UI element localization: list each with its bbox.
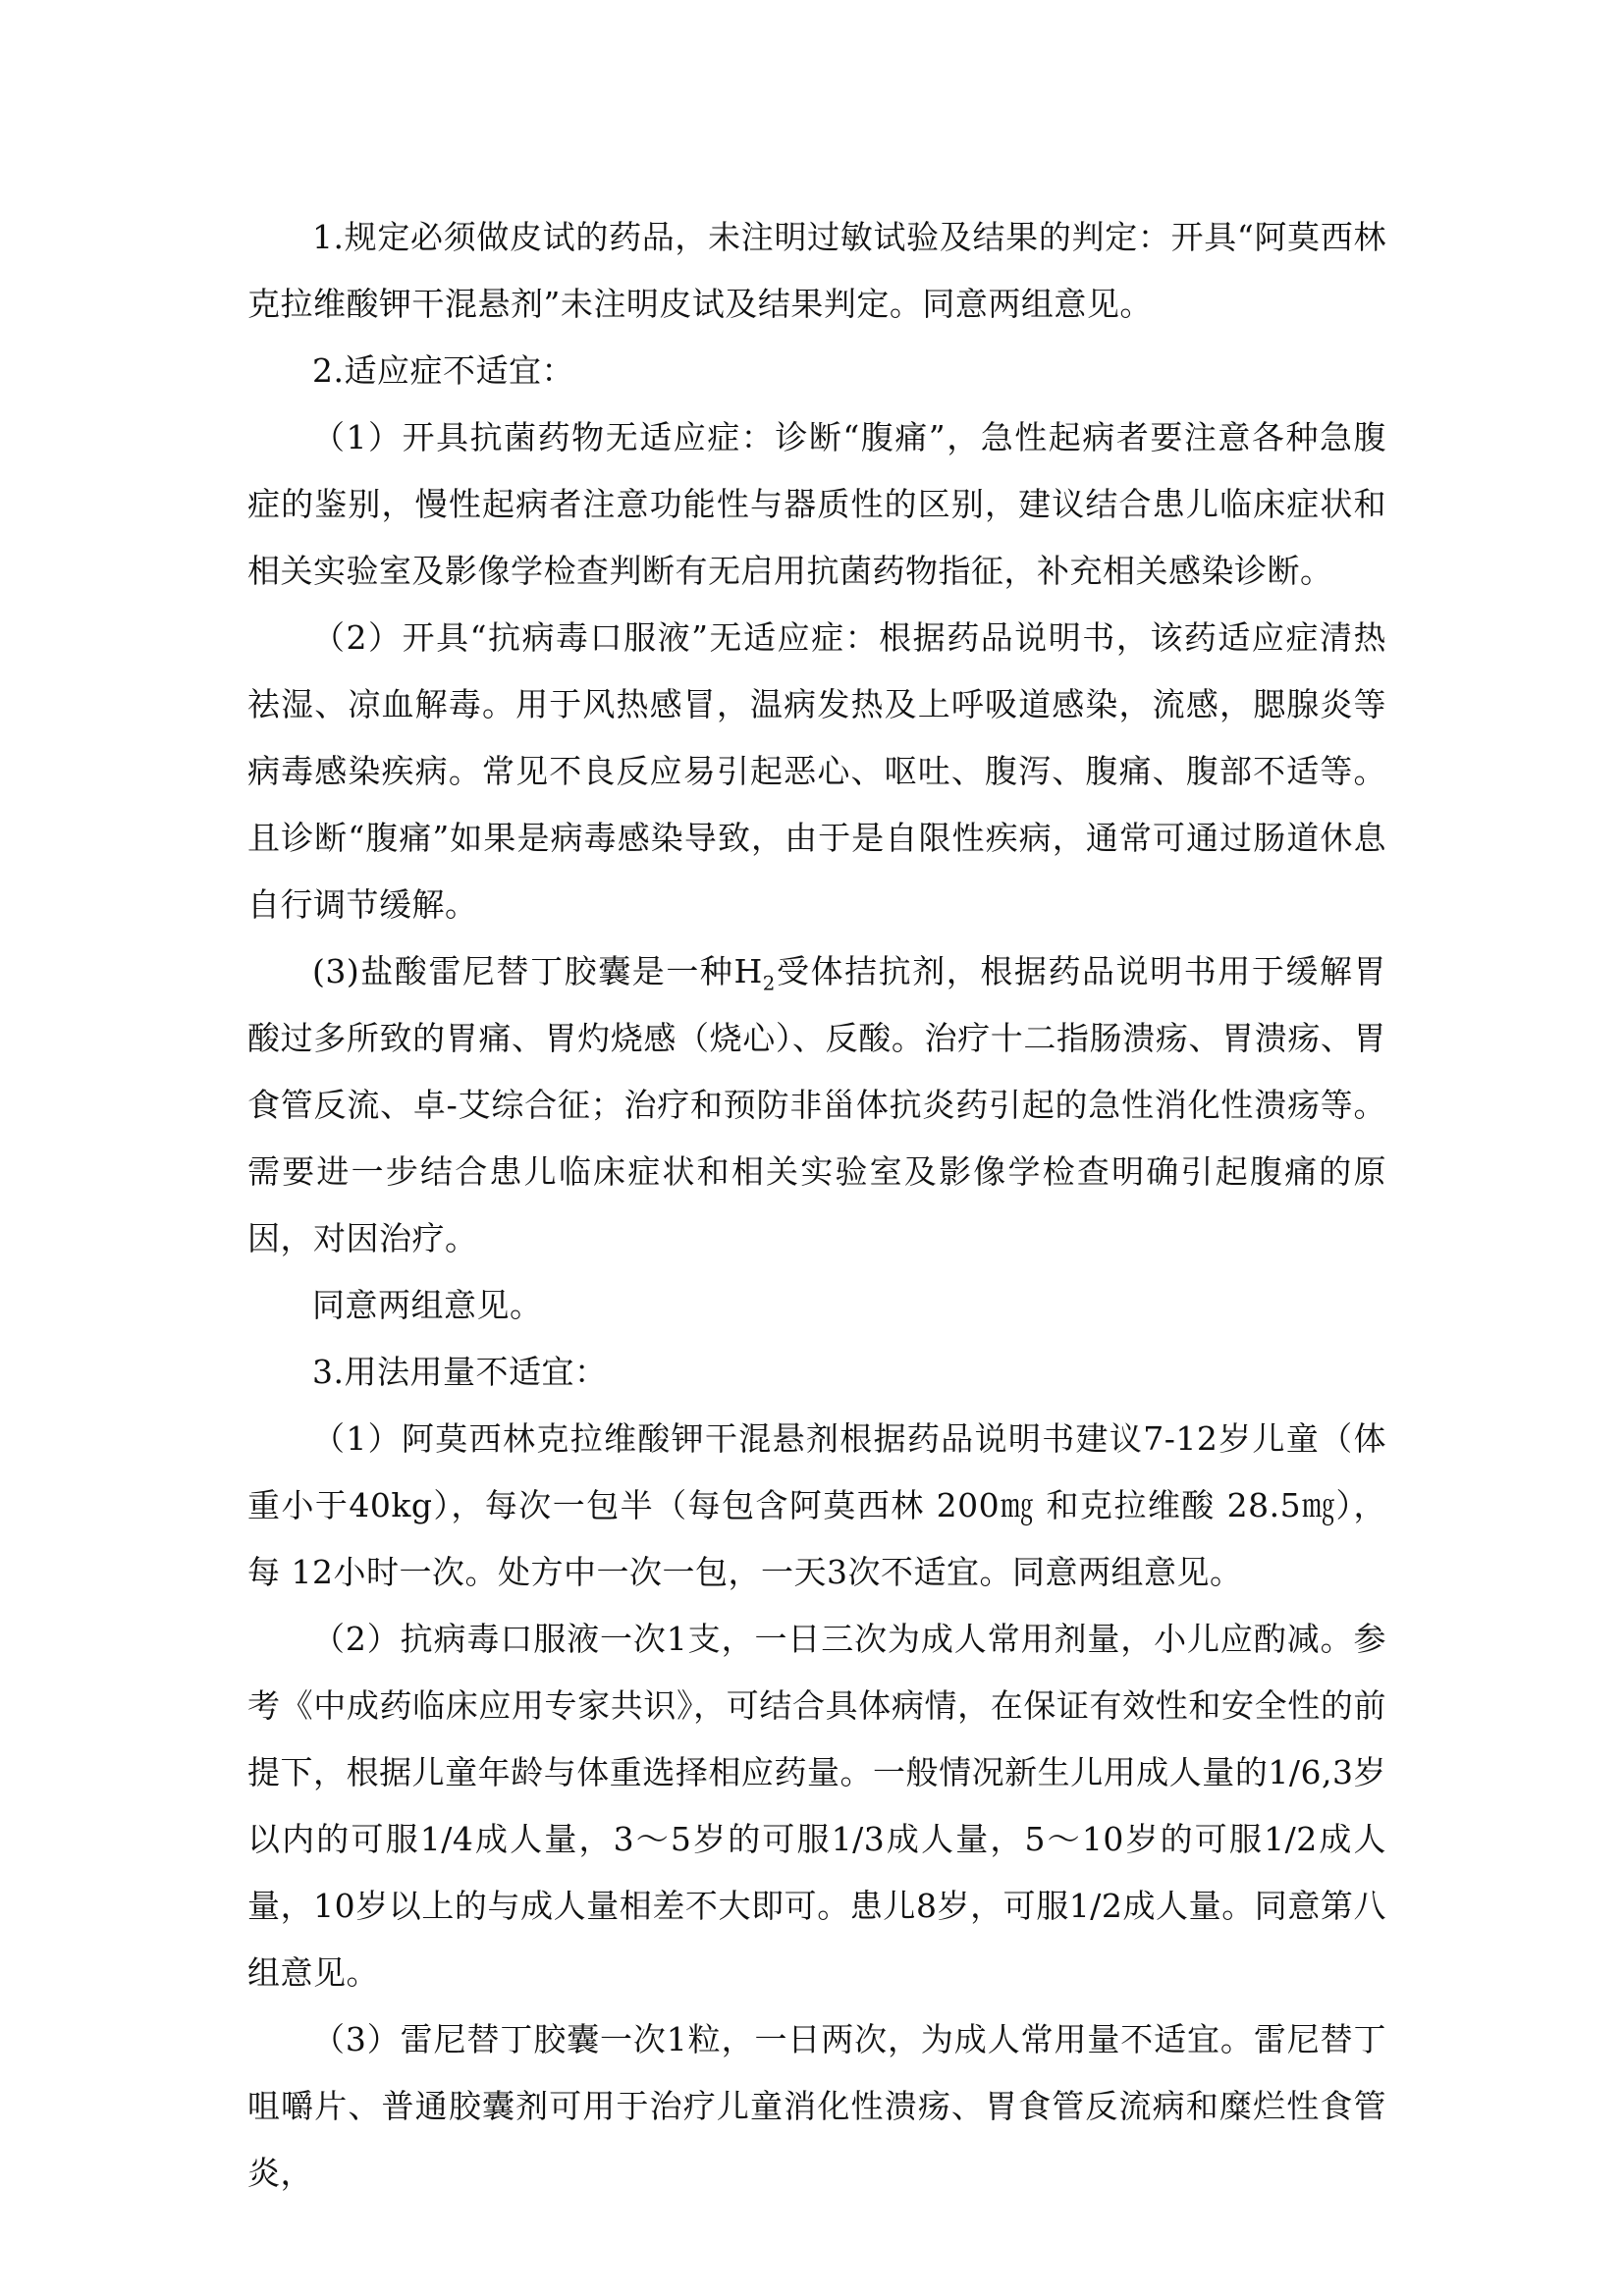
paragraph-skin-test: 1.规定必须做皮试的药品，未注明过敏试验及结果的判定：开具“阿莫西林克拉维酸钾干混悬剂”未注明皮试及结果判定。同意两组意见。	[247, 218, 1386, 323]
paragraph-indication-3	[247, 938, 1386, 1272]
ranitidine-intro-text: (3)盐酸雷尼替丁胶囊是一种H	[312, 952, 763, 990]
paragraph-agree: 同意两组意见。	[312, 1286, 543, 1324]
ranitidine-rest-text: 受体拮抗剂，根据药品说明书用于缓解胃酸过多所致的胃痛、胃灼烧感（烧心）、反酸。治疗十二指肠溃疡、胃溃疡、胃食管反流、卓-艾综合征；治疗和预防非甾体抗炎药引起的急性消化性溃疡等。需要进一步结合患儿临床症状和相关实验室及影像学检查明确引起腹痛的原因，对因治疗。	[247, 952, 1386, 1257]
heading-dosage: 3.用法用量不适宜：	[312, 1353, 608, 1391]
document-page	[247, 204, 1386, 2207]
heading-indication: 2.适应症不适宜：	[312, 351, 574, 390]
paragraph-indication-2: （2）开具“抗病毒口服液”无适应症：根据药品说明书，该药适应症清热祛湿、凉血解毒。用于风热感冒，温病发热及上呼吸道感染，流感，腮腺炎等病毒感染疾病。常见不良反应易引起恶心、呕吐、腹泻、腹痛、腹部不适等。且诊断“腹痛”如果是病毒感染导致，由于是自限性疾病，通常可通过肠道休息自行调节缓解。	[247, 618, 1386, 924]
paragraph-dosage-3: （3）雷尼替丁胶囊一次1粒，一日两次，为成人常用量不适宜。雷尼替丁咀嚼片、普通胶囊剂可用于治疗儿童消化性溃疡、胃食管反流病和糜烂性食管炎，	[247, 2020, 1386, 2192]
paragraph-dosage-2: （2）抗病毒口服液一次1支，一日三次为成人常用剂量，小儿应酌减。参考《中成药临床应用专家共识》，可结合具体病情，在保证有效性和安全性的前提下，根据儿童年龄与体重选择相应药量。一般情况新生儿用成人量的1/6,3岁以内的可服1/4成人量，3～5岁的可服1/3成人量，5～10岁的可服1/2成人量，10岁以上的与成人量相差不大即可。患儿8岁，可服1/2成人量。同意第八组意见。	[247, 1620, 1386, 1992]
paragraph-dosage-1: （1）阿莫西林克拉维酸钾干混悬剂根据药品说明书建议7-12岁儿童（体重小于40kg），每次一包半（每包含阿莫西林 200㎎ 和克拉维酸 28.5㎎），每 12小时一次。处方中一次一包，一天3次不适宜。同意两组意见。	[247, 1419, 1386, 1591]
paragraph-indication-1: （1）开具抗菌药物无适应症：诊断“腹痛”，急性起病者要注意各种急腹症的鉴别，慢性起病者注意功能性与器质性的区别，建议结合患儿临床症状和相关实验室及影像学检查判断有无启用抗菌药物指征，补充相关感染诊断。	[247, 418, 1386, 590]
h2-subscript: 2	[762, 972, 776, 995]
